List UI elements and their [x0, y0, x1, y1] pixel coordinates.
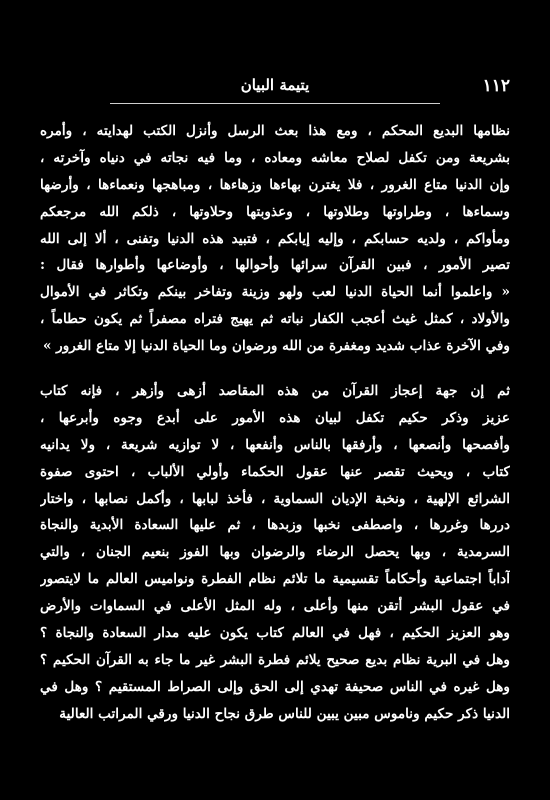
page-number: ١١٢: [482, 76, 510, 96]
text-line: وسماءها ، وطراوتها وطلاوتها ، وعذوبتها وحلاوتها ، ذلكم الله مرجعكم: [40, 203, 510, 220]
text-line: « واعلموا أنما الحياة الدنيا لعب ولهو وزينة وتفاخر بينكم وتكاثر في الأموال: [40, 284, 510, 301]
text-line: تصير الأمور ، فبين القرآن سرائها وأحوالها ، وأوضاعها وأطوارها فقال :: [40, 257, 510, 274]
running-title: يتيمة البيان: [240, 76, 310, 94]
page-header: [40, 76, 510, 100]
text-line: وأفصحها وأنصعها ، وأرفقها بالناس وأنفعها ، لا توازيه شريعة ، ولا يدانيه: [40, 436, 510, 453]
text-line: عزيز وذكر حكيم تكفل لبيان هذه الأمور على أبدع وجوه وأبرعها ،: [40, 409, 510, 426]
header-rule: [110, 103, 440, 104]
text-line: وهو العزيز الحكيم ، فهل في العالم كتاب يكون عليه مدار السعادة والنجاة ؟: [40, 625, 510, 642]
text-line: كتاب ، ويحيث تقصر عنها عقول الحكماء وأولي الألباب ، احتوى صفوة: [40, 463, 510, 480]
text-line: السرمدية ، وبها يحصل الرضاء والرضوان وبها الفوز بنعيم الجنان ، والتي: [40, 544, 510, 561]
body-text: [40, 118, 510, 728]
text-line: في عقول البشر أتقن منها وأعلى ، وله المثل الأعلى في السماوات والأرض: [40, 598, 510, 615]
text-line: وهل غيره في الناس صحيفة تهدي إلى الحق وإلى الصراط المستقيم ؟ وهل في: [40, 678, 510, 695]
text-line: ثم إن جهة إعجاز القرآن من هذه المقاصد أزهى وأزهر ، فإنه كتاب: [40, 383, 510, 400]
text-line: الدنيا ذكر حكيم وناموس مبين يبين للناس طرق نجاح الدنيا ورقي المراتب العالية: [59, 705, 510, 722]
paragraph-2: [40, 378, 510, 728]
text-line: بشريعة ومن تكفل لصلاح معاشه ومعاده ، وما فيه نجاته في دنياه وآخرته ،: [40, 149, 510, 166]
text-line: ومأواكم ، ولديه حسابكم ، وإليه إيابكم ، فتبيد هذه الدنيا وتفنى ، ألا إلى الله: [40, 230, 510, 247]
text-line: وهل في البرية نظام بديع صحيح يلائم فطرة البشر غير ما جاء به القرآن الحكيم ؟: [40, 651, 510, 668]
text-line: والأولاد ، كمثل غيث أعجب الكفار نباته ثم يهيج فتراه مصفراً ثم يكون حطاماً ،: [40, 311, 510, 328]
text-line: الشرائع الإلهية ، ونخبة الإديان السماوية ، فأخذ لبابها ، وأكمل نصابها ، واختار: [40, 490, 510, 507]
text-line: نظامها البديع المحكم ، ومع هذا بعث الرسل وأنزل الكتب لهدايته ، وأمره: [40, 123, 510, 139]
paragraph-1: [40, 118, 510, 360]
text-line: آداباً اجتماعية وأحكاماً تقسيمية ما تلائم نظام الفطرة ونواميس العالم ما لايتصور: [40, 571, 510, 588]
text-line: دررها وغررها ، واصطفى نخبها وزبدها ، ثم عليها السعادة الأبدية والنجاة: [40, 517, 510, 534]
text-line: وإن الدنيا متاع الغرور ، فلا يغترن بهاءها وزهاءها ، ومباهجها ونعماءها ، وأرضها: [40, 176, 510, 193]
text-line: وفي الآخرة عذاب شديد ومغفرة من الله ورضوان وما الحياة الدنيا إلا متاع الغرور »: [42, 338, 510, 355]
